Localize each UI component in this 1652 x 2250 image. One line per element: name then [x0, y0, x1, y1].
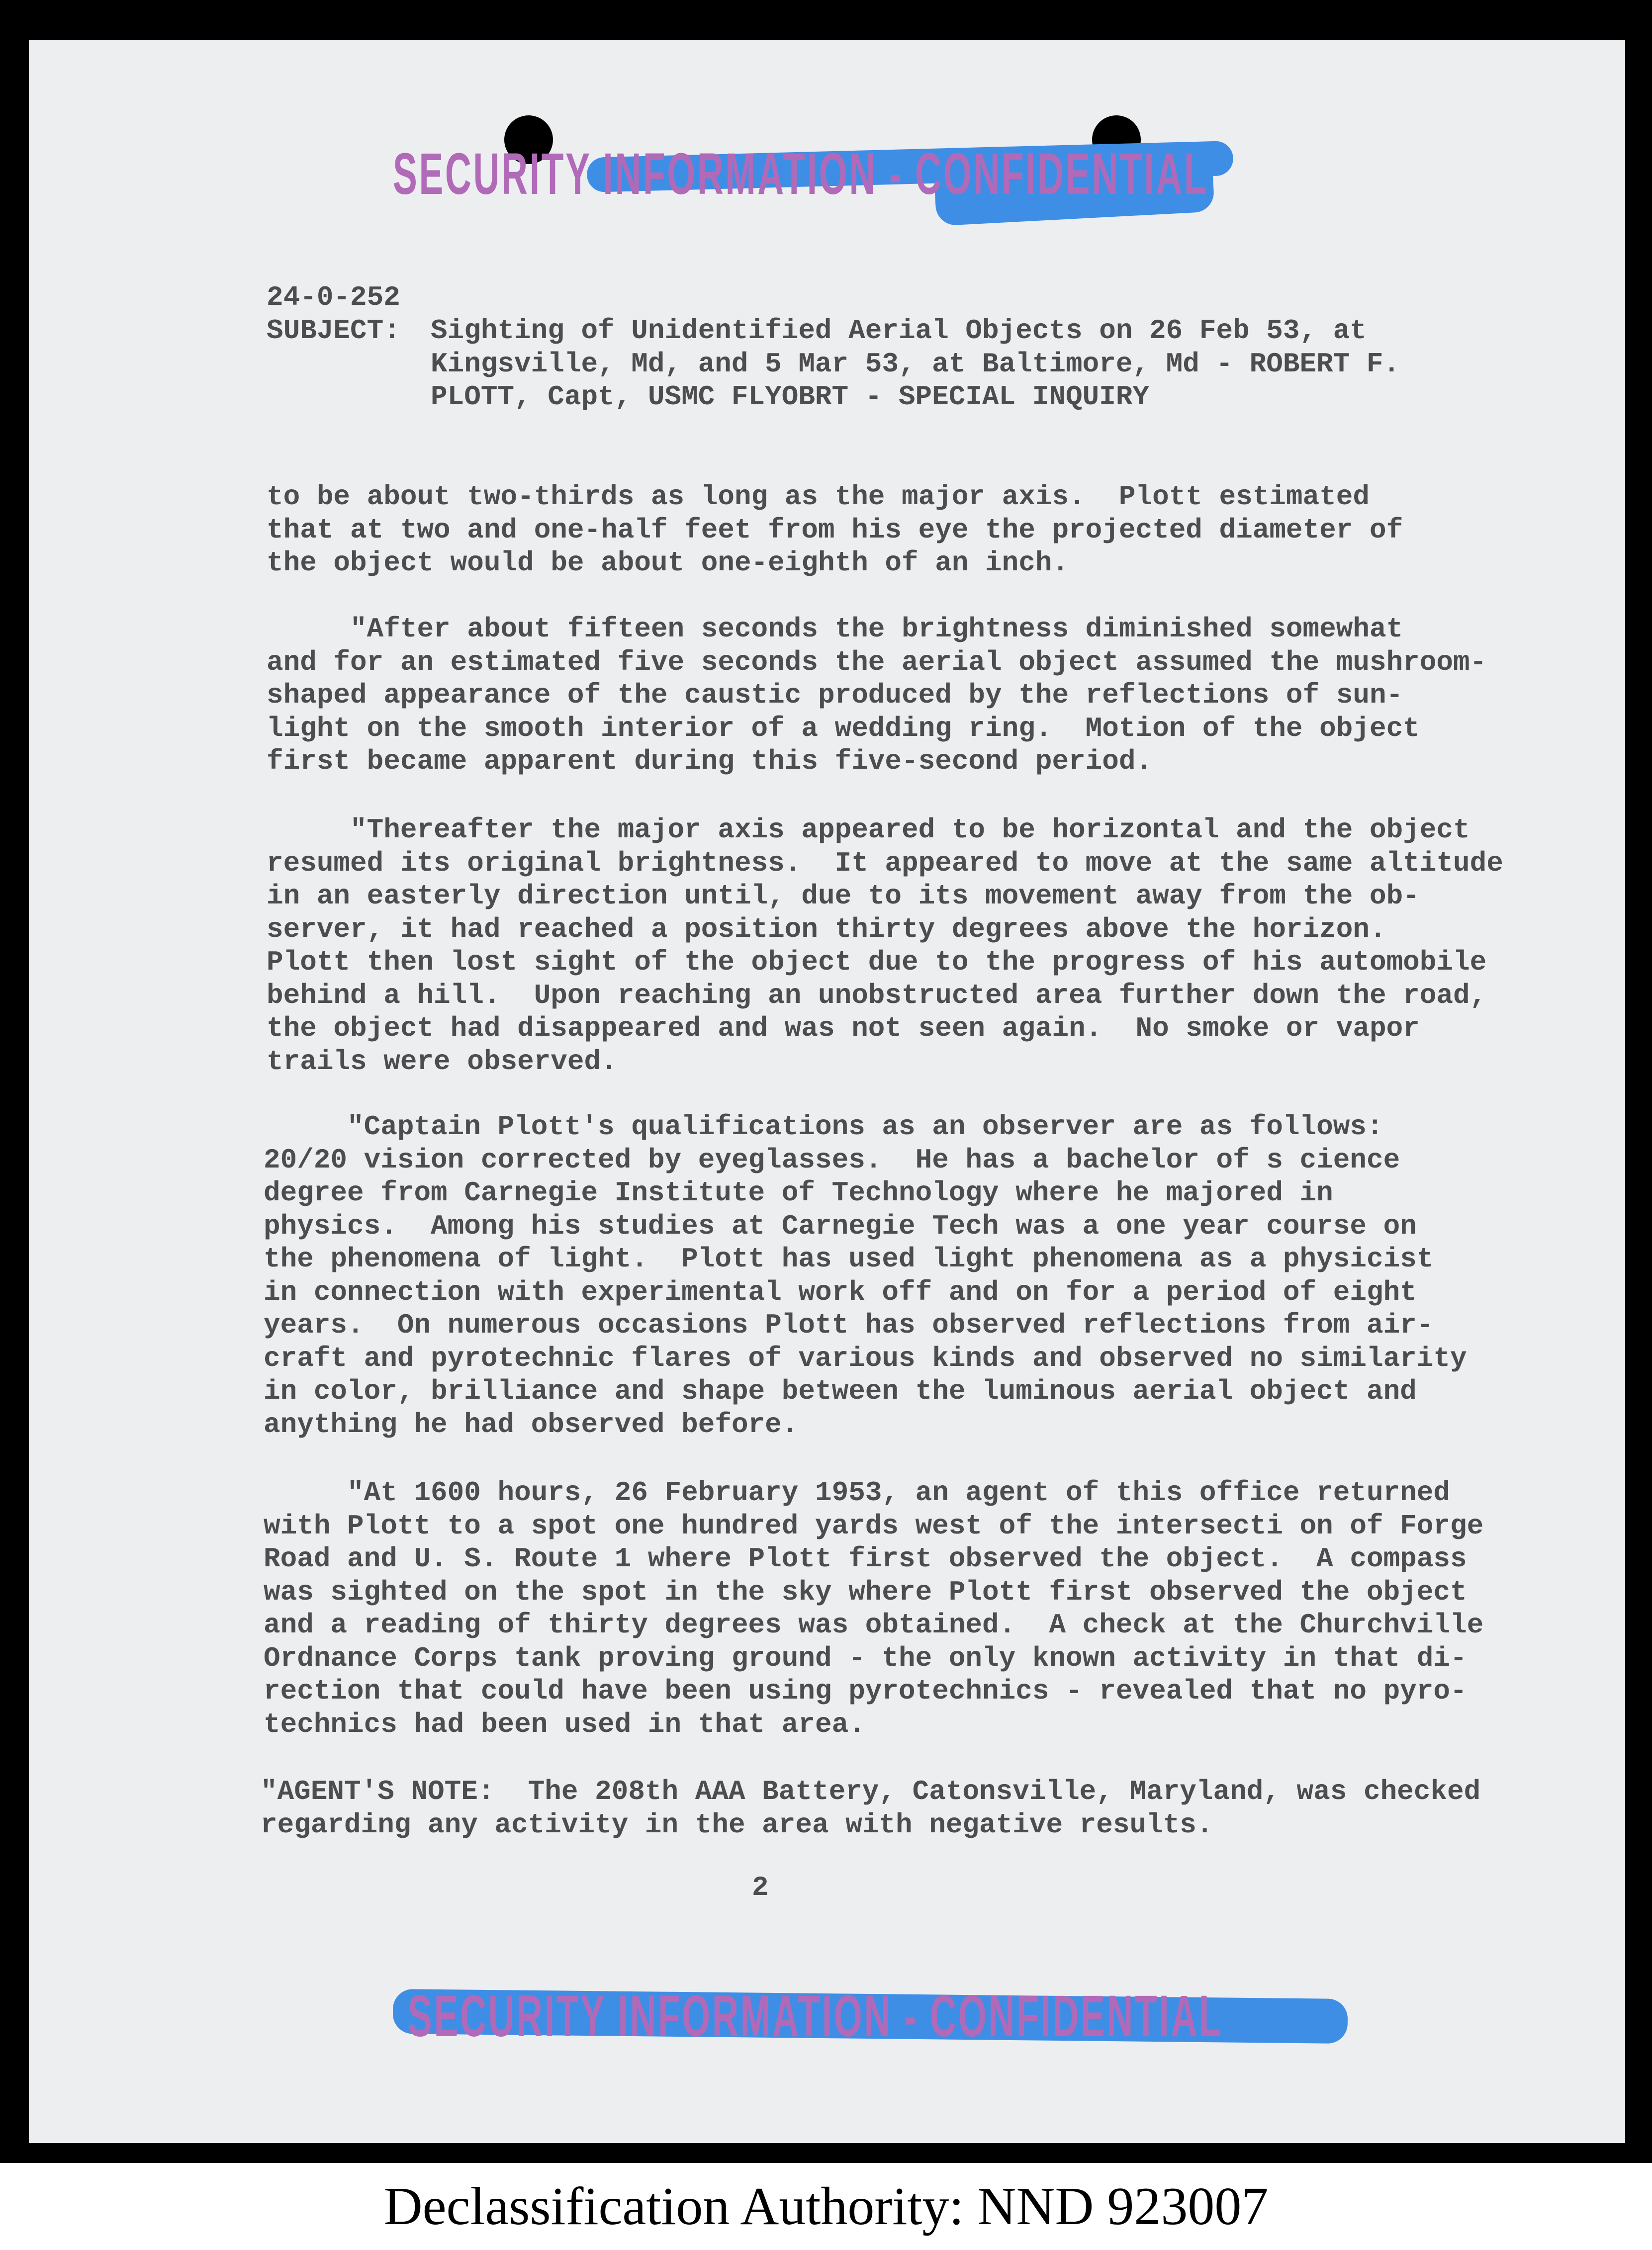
agents-note: "AGENT'S NOTE: The 208th AAA Battery, Catonsville, Maryland, was checked regarding any activity in the area with negative results.: [261, 1776, 1481, 1841]
subject-text: Sighting of Unidentified Aerial Objects on 26 Feb 53, at Kingsville, Md, and 5 Mar 53, at Baltimore, Md - ROBERT F. PLOTT, Capt, USMC FLYOBRT - SPECIAL INQUIRY: [431, 315, 1400, 413]
classification-stamp-bottom: SECURITY INFORMATION - CONFIDENTIAL: [408, 1983, 1223, 2049]
page-number: 2: [752, 1872, 769, 1903]
paragraph: "At 1600 hours, 26 February 1953, an agent of this office returned with Plott to a spot one hundred yards west of the intersecti on of Forge Road and U. S. Route 1 where Plott first observed the object. A compass was sighted on the spot in the sky where Plott first observed the object and a reading of thirty degrees was obtained. A check at the Churchville Ordnance Corps tank proving ground - the only known activity in that di- rection that could have been using pyrotechnics - revealed that no pyro- technics had been used in that area.: [264, 1477, 1484, 1740]
paragraph: "Thereafter the major axis appeared to be horizontal and the object resumed its original brightness. It appeared to move at the same altitude in an easterly direction until, due to its movement away from the ob- server, it had reached a position thirty degrees above the horizon. Plott then lost sight of the object due to the progress of his automobile behind a hill. Upon reaching an unobstructed area further down the road, the object had disappeared and was not seen again. No smoke or vapor trails were observed.: [267, 814, 1503, 1078]
declassification-caption: Declassification Authority: NND 923007: [0, 2163, 1652, 2250]
classification-stamp-top: SECURITY INFORMATION - CONFIDENTIAL: [393, 141, 1208, 207]
paragraph: "After about fifteen seconds the brightness diminished somewhat and for an estimated five seconds the aerial object assumed the mushroom- shaped appearance of the caustic produced by the reflections of sun- light on the smooth interior of a wedding ring. Motion of the object first became apparent during this five-second period.: [267, 613, 1487, 777]
paragraph: to be about two-thirds as long as the major axis. Plott estimated that at two and one-half feet from his eye the projected diameter of the object would be about one-eighth of an inch.: [267, 481, 1403, 579]
file-number: 24-0-252: [267, 281, 400, 313]
subject-label: SUBJECT:: [267, 315, 400, 347]
paragraph: "Captain Plott's qualifications as an observer are as follows: 20/20 vision corrected by eyeglasses. He has a bachelor of s cience degree from Carnegie Institute of Technology where he majored in physics. Among his studies at Carnegie Tech was a one year course on the phenomena of light. Plott has used light phenomena as a physicist in connection with experimental work off and on for a period of eight years. On numerous occasions Plott has observed reflections from air- craft and pyrotechnic flares of various kinds and observed no similarity in color, brilliance and shape between the luminous aerial object and anything he had observed before.: [264, 1111, 1467, 1440]
